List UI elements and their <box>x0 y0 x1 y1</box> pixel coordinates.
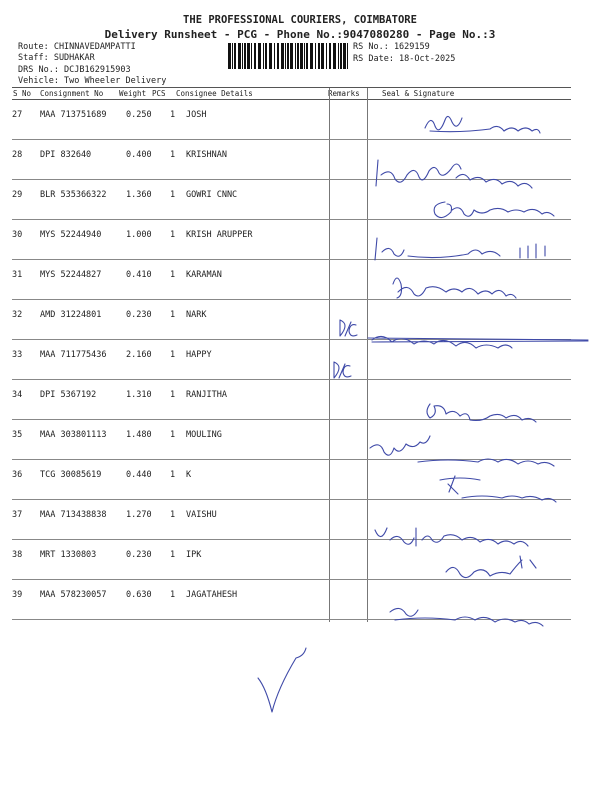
barcode-bar <box>285 43 286 69</box>
barcode-bar <box>333 43 336 69</box>
cell-consignment: MAA 711775436 <box>40 350 107 360</box>
cell-pcs: 1 <box>170 510 176 520</box>
cell-weight: 1.270 <box>126 510 152 520</box>
cell-consignment: MAA 303801113 <box>40 430 107 440</box>
cell-weight: 0.630 <box>126 590 152 600</box>
cell-consignment: MAA 713751689 <box>40 110 107 120</box>
cell-consignee: KRISH ARUPPER <box>186 230 253 240</box>
cell-consignee: IPK <box>186 550 202 560</box>
cell-consignment: AMD 31224801 <box>40 310 102 320</box>
rs-date: RS Date: 18-Oct-2025 <box>353 54 456 64</box>
barcode-bar <box>247 43 250 69</box>
cell-consignment: MRT 1330803 <box>40 550 97 560</box>
col-header-consignee: Consignee Details <box>176 89 253 98</box>
cell-weight: 0.250 <box>126 110 152 120</box>
table-row <box>12 220 571 260</box>
barcode-bar <box>242 43 243 69</box>
cell-weight: 0.230 <box>126 310 152 320</box>
cell-sno: 28 <box>12 150 23 160</box>
table-row <box>12 140 571 180</box>
cell-weight: 0.440 <box>126 470 152 480</box>
cell-weight: 2.160 <box>126 350 152 360</box>
barcode-image <box>228 43 348 69</box>
cell-pcs: 1 <box>170 190 176 200</box>
cell-consignment: MAA 713438838 <box>40 510 107 520</box>
cell-consignee: MOULING <box>186 430 222 440</box>
barcode-bar <box>340 43 342 69</box>
cell-consignee: KRISHNAN <box>186 150 227 160</box>
cell-sno: 33 <box>12 350 23 360</box>
barcode-bar <box>318 43 320 69</box>
cell-sno: 38 <box>12 550 23 560</box>
barcode-bar <box>343 43 346 69</box>
document-title: THE PROFESSIONAL COURIERS, COIMBATORE <box>183 14 417 26</box>
col-header-pcs: PCS <box>152 89 166 98</box>
cell-weight: 0.230 <box>126 550 152 560</box>
cell-weight: 0.410 <box>126 270 152 280</box>
barcode-bar <box>281 43 284 69</box>
cell-consignment: TCG 30085619 <box>40 470 102 480</box>
rs-number: RS No.: 1629159 <box>353 42 430 52</box>
barcode-bar <box>277 43 279 69</box>
staff-label: Staff: SUDHAKAR <box>18 53 95 63</box>
barcode-bar <box>295 43 296 69</box>
table-row <box>12 580 571 620</box>
cell-consignee: RANJITHA <box>186 390 227 400</box>
cell-weight: 0.400 <box>126 150 152 160</box>
cell-sno: 36 <box>12 470 23 480</box>
cell-consignment: MYS 52244940 <box>40 230 102 240</box>
document-subtitle: Delivery Runsheet - PCG - Phone No.:9047080280 - Page No.:3 <box>104 28 496 41</box>
barcode-bar <box>238 43 241 69</box>
cell-sno: 39 <box>12 590 23 600</box>
barcode-bar <box>315 43 316 69</box>
cell-consignment: BLR 535366322 <box>40 190 107 200</box>
cell-pcs: 1 <box>170 390 176 400</box>
cell-pcs: 1 <box>170 110 176 120</box>
col-header-sno: S No <box>13 89 32 98</box>
cell-pcs: 1 <box>170 270 176 280</box>
cell-sno: 31 <box>12 270 23 280</box>
cell-consignee: GOWRI CNNC <box>186 190 238 200</box>
table-row <box>12 540 571 580</box>
barcode-bar <box>306 43 308 69</box>
cell-consignee: JAGATAHESH <box>186 590 238 600</box>
cell-pcs: 1 <box>170 470 176 480</box>
cell-sno: 34 <box>12 390 23 400</box>
table-top-rule <box>12 87 571 88</box>
cell-sno: 30 <box>12 230 23 240</box>
cell-pcs: 1 <box>170 310 176 320</box>
table-row <box>12 460 571 500</box>
cell-weight: 1.310 <box>126 390 152 400</box>
barcode-bar <box>258 43 261 69</box>
cell-consignee: HAPPY <box>186 350 212 360</box>
cell-consignment: DPI 5367192 <box>40 390 97 400</box>
cell-pcs: 1 <box>170 550 176 560</box>
col-header-remarks: Remarks <box>328 89 360 98</box>
col-header-consignment: Consignment No <box>40 89 104 98</box>
barcode-bar <box>265 43 267 69</box>
cell-consignee: JOSH <box>186 110 207 120</box>
col-header-seal: Seal & Signature <box>382 89 455 98</box>
cell-pcs: 1 <box>170 430 176 440</box>
table-row <box>12 380 571 420</box>
table-row <box>12 340 571 380</box>
col-header-weight: Weight <box>119 89 147 98</box>
barcode-bar <box>251 43 252 69</box>
cell-pcs: 1 <box>170 150 176 160</box>
cell-pcs: 1 <box>170 350 176 360</box>
cell-sno: 27 <box>12 110 23 120</box>
cell-weight: 1.360 <box>126 190 152 200</box>
cell-consignee: VAISHU <box>186 510 217 520</box>
table-row <box>12 180 571 220</box>
table-row <box>12 420 571 460</box>
table-row <box>12 500 571 540</box>
barcode-bar <box>234 43 236 69</box>
route-label: Route: CHINNAVEDAMPATTI <box>18 42 136 52</box>
cell-sno: 37 <box>12 510 23 520</box>
cell-consignment: DPI 832640 <box>40 150 92 160</box>
table-row <box>12 260 571 300</box>
barcode-bar <box>228 43 231 69</box>
cell-weight: 1.480 <box>126 430 152 440</box>
vehicle-label: Vehicle: Two Wheeler Delivery <box>18 76 167 86</box>
check-mark-icon <box>258 648 306 712</box>
cell-sno: 29 <box>12 190 23 200</box>
barcode-bar <box>274 43 275 69</box>
cell-pcs: 1 <box>170 230 176 240</box>
barcode-bar <box>338 43 339 69</box>
barcode-bar <box>321 43 324 69</box>
barcode-bar <box>232 43 233 69</box>
cell-consignment: MYS 52244827 <box>40 270 102 280</box>
barcode-bar <box>347 43 348 69</box>
barcode-bar <box>290 43 293 69</box>
barcode-bar <box>287 43 289 69</box>
cell-consignee: NARK <box>186 310 207 320</box>
barcode-bar <box>269 43 272 69</box>
barcode-bar <box>254 43 256 69</box>
barcode-bar <box>300 43 303 69</box>
barcode-bar <box>304 43 305 69</box>
cell-sno: 35 <box>12 430 23 440</box>
cell-consignee: K <box>186 470 192 480</box>
barcode-bar <box>297 43 299 69</box>
barcode-bar <box>263 43 264 69</box>
barcode-bar <box>326 43 327 69</box>
barcode-bar <box>244 43 246 69</box>
barcode-bar <box>329 43 331 69</box>
barcode-bar <box>310 43 313 69</box>
drs-number: DRS No.: DCJB162915903 <box>18 65 131 75</box>
cell-weight: 1.000 <box>126 230 152 240</box>
cell-pcs: 1 <box>170 590 176 600</box>
row-divider <box>12 619 571 620</box>
cell-sno: 32 <box>12 310 23 320</box>
cell-consignee: KARAMAN <box>186 270 222 280</box>
table-row <box>12 300 571 340</box>
table-row <box>12 100 571 140</box>
cell-consignment: MAA 578230057 <box>40 590 107 600</box>
